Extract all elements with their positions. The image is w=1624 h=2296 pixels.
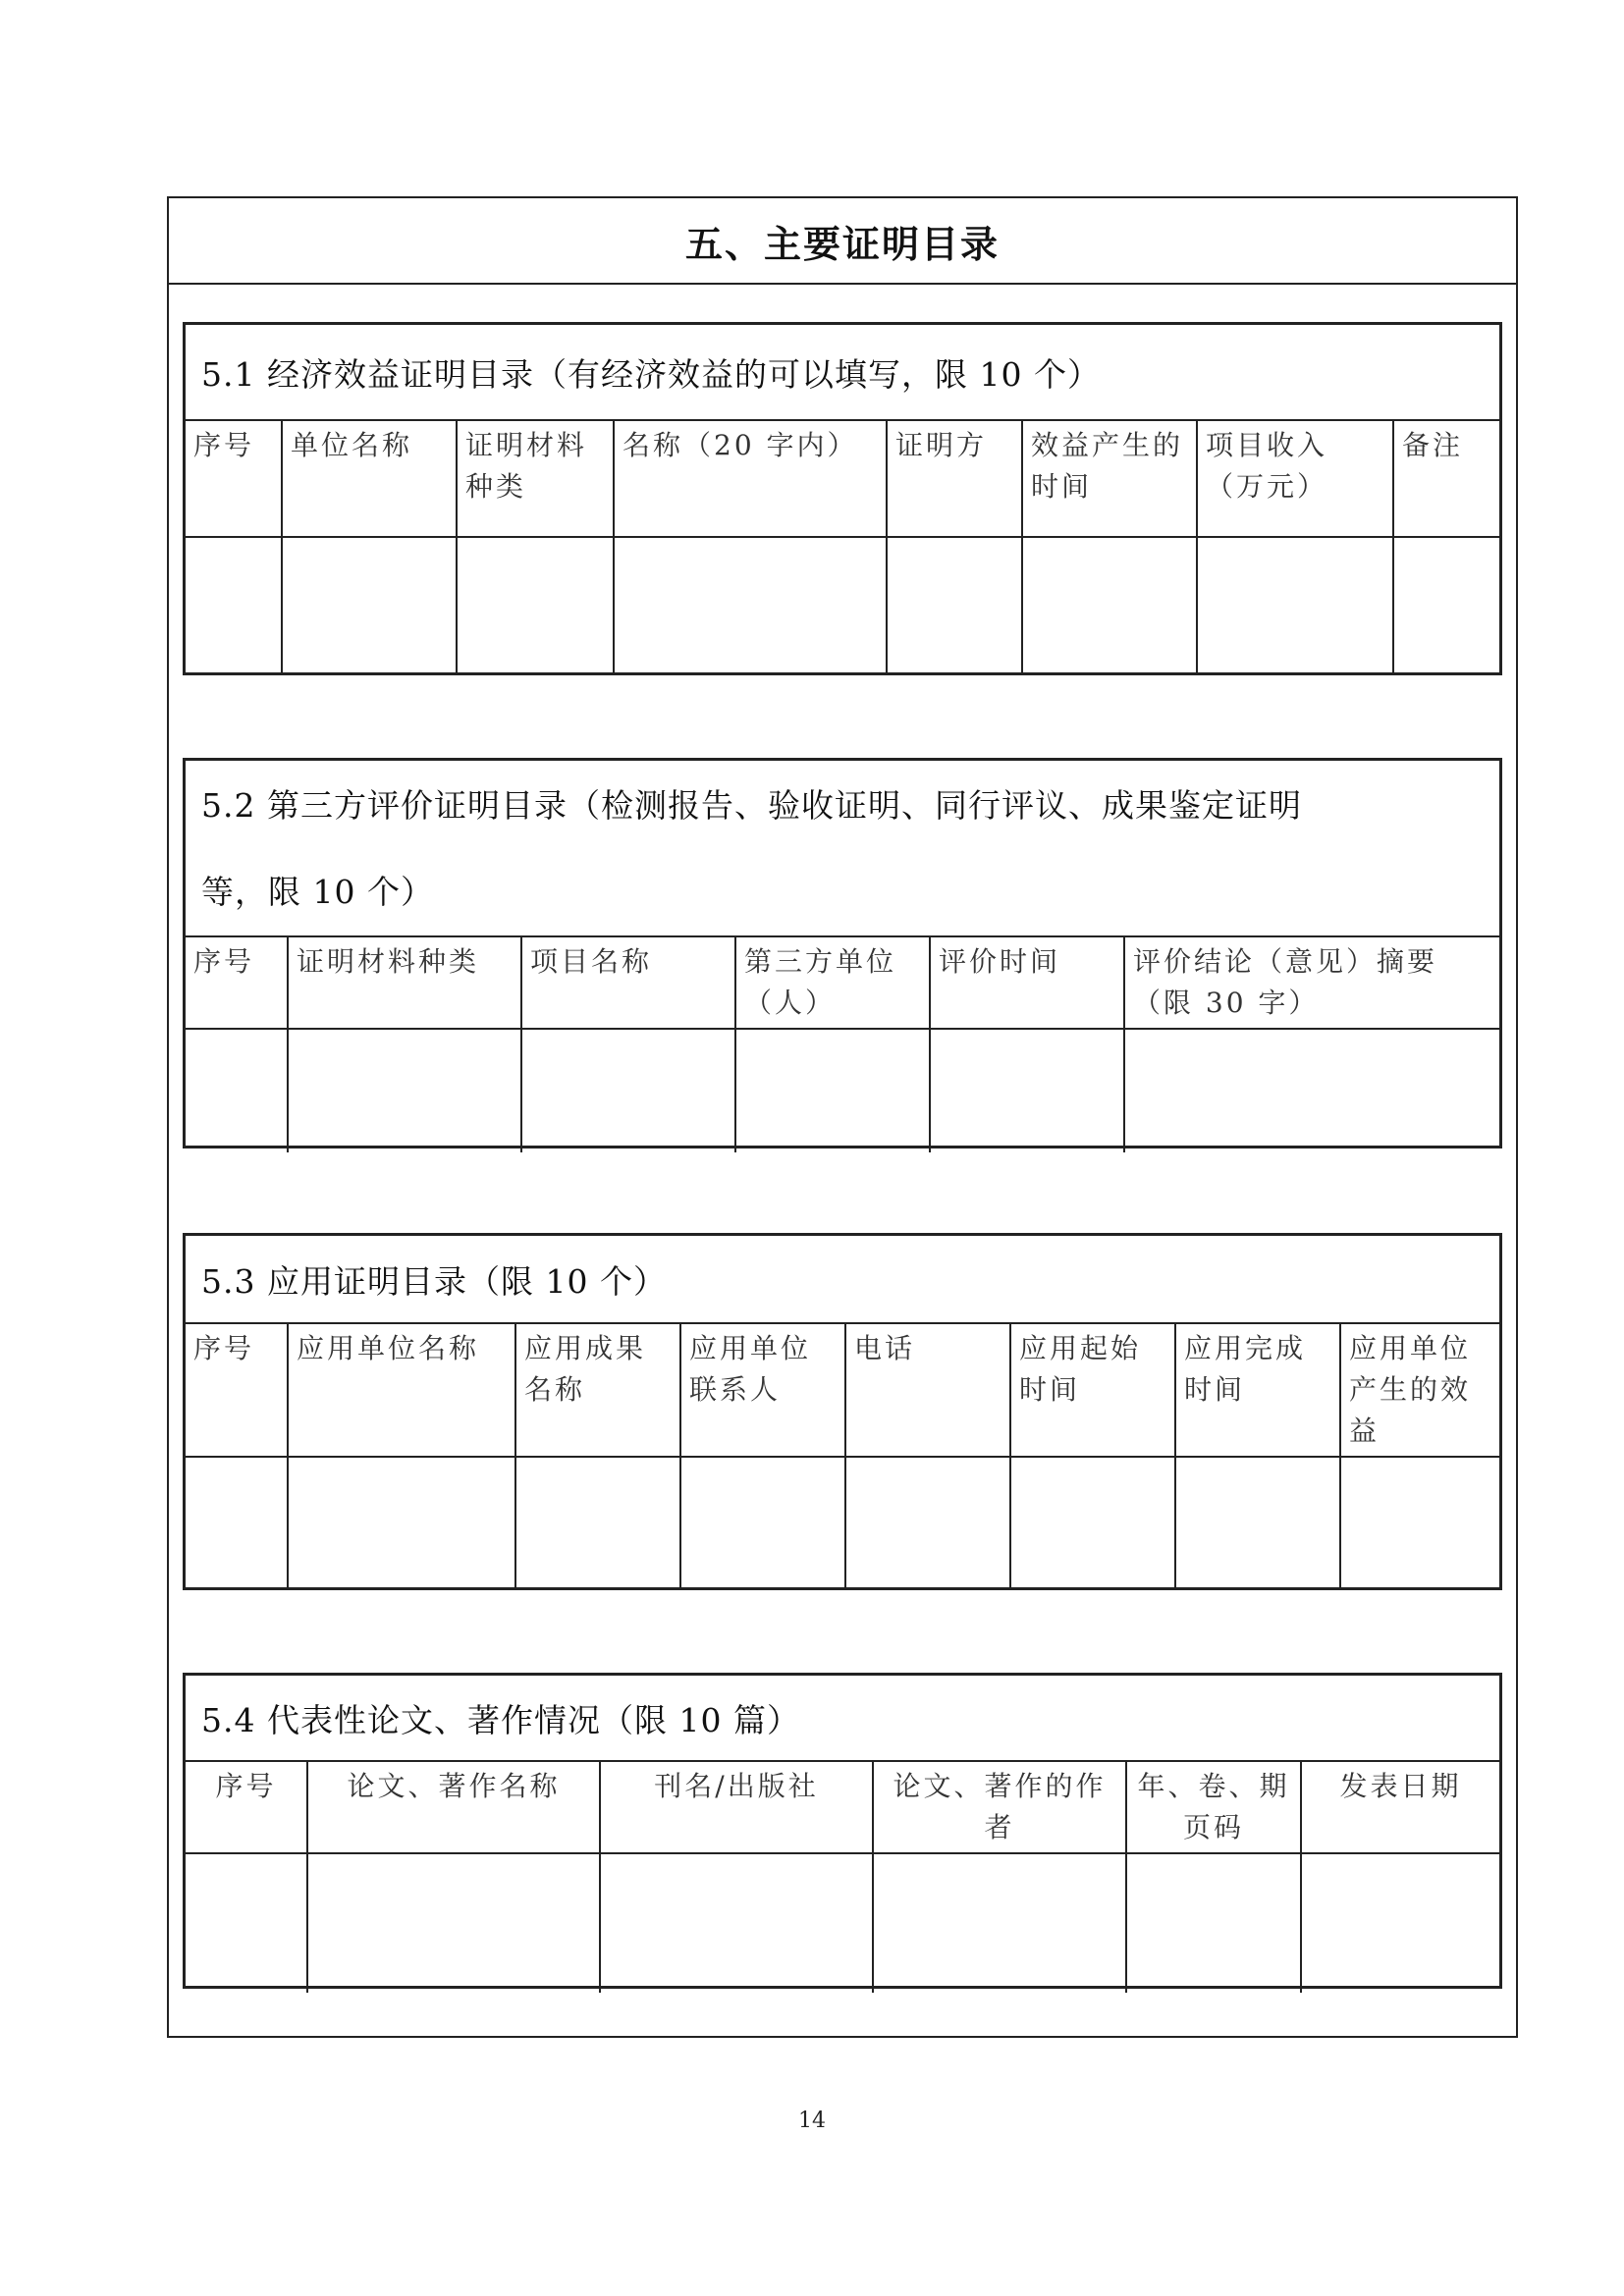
header-cell: 应用起始时间 [1010,1324,1175,1457]
table-row [186,1029,1499,1152]
input-cell[interactable] [1175,1457,1340,1590]
section-title [186,761,1499,937]
table-row [186,1457,1499,1590]
input-cell[interactable] [1010,1457,1175,1590]
header-cell: 序号 [186,421,282,537]
section-application-proof [183,1233,1502,1590]
section-title-line: 等，限 10 个） [201,873,434,911]
table-header-row [186,421,1499,537]
input-cell[interactable] [1124,1029,1499,1152]
section-title: 5.3 应用证明目录（限 10 个） [186,1236,1499,1324]
section-title: 5.4 代表性论文、著作情况（限 10 篇） [186,1676,1499,1762]
input-cell[interactable] [1022,537,1197,672]
input-cell[interactable] [735,1029,930,1152]
table-header-row [186,937,1499,1029]
header-cell: 证明方 [887,421,1022,537]
header-cell: 发表日期 [1301,1762,1499,1853]
header-cell: 备注 [1393,421,1499,537]
input-cell[interactable] [1393,537,1499,672]
input-cell[interactable] [680,1457,845,1590]
section-third-party-evaluation [183,758,1502,1148]
header-cell: 论文、著作的作者 [873,1762,1126,1853]
input-cell[interactable] [288,1457,515,1590]
table-header-row [186,1762,1499,1853]
input-cell[interactable] [288,1029,521,1152]
header-cell: 证明材料种类 [457,421,614,537]
header-cell: 项目名称 [521,937,735,1029]
input-cell[interactable] [521,1029,735,1152]
input-cell[interactable] [845,1457,1010,1590]
header-cell: 论文、著作名称 [307,1762,600,1853]
table-row [186,1853,1499,1993]
page-number: 14 [798,2109,826,2133]
header-cell: 应用单位联系人 [680,1324,845,1457]
section-economic-benefit [183,322,1502,675]
economic-benefit-table [186,421,1499,672]
section-title: 5.1 经济效益证明目录（有经济效益的可以填写，限 10 个） [186,325,1499,421]
input-cell[interactable] [186,537,282,672]
input-cell[interactable] [1197,537,1393,672]
table-header-row [186,1324,1499,1457]
table-row [186,537,1499,672]
input-cell[interactable] [307,1853,600,1993]
input-cell[interactable] [873,1853,1126,1993]
header-cell: 单位名称 [282,421,457,537]
header-cell: 应用单位产生的效益 [1340,1324,1499,1457]
header-cell: 评价结论（意见）摘要（限 30 字） [1124,937,1499,1029]
third-party-evaluation-table [186,937,1499,1152]
header-cell: 序号 [186,937,288,1029]
header-cell: 项目收入（万元） [1197,421,1393,537]
section-title-line: 5.2 第三方评价证明目录（检测报告、验收证明、同行评议、成果鉴定证明 [201,786,1302,825]
input-cell[interactable] [887,537,1022,672]
header-cell: 证明材料种类 [288,937,521,1029]
header-cell: 效益产生的时间 [1022,421,1197,537]
application-proof-table [186,1324,1499,1590]
input-cell[interactable] [1340,1457,1499,1590]
header-cell: 序号 [186,1762,307,1853]
header-cell: 名称（20 字内） [614,421,887,537]
header-cell: 年、卷、期页码 [1126,1762,1301,1853]
header-cell: 应用单位名称 [288,1324,515,1457]
input-cell[interactable] [1126,1853,1301,1993]
input-cell[interactable] [282,537,457,672]
header-cell: 刊名/出版社 [600,1762,873,1853]
page-title: 五、主要证明目录 [169,198,1516,285]
input-cell[interactable] [457,537,614,672]
header-cell: 应用完成时间 [1175,1324,1340,1457]
input-cell[interactable] [186,1029,288,1152]
input-cell[interactable] [186,1853,307,1993]
header-cell: 应用成果名称 [515,1324,680,1457]
header-cell: 评价时间 [930,937,1124,1029]
header-cell: 电话 [845,1324,1010,1457]
input-cell[interactable] [186,1457,288,1590]
input-cell[interactable] [515,1457,680,1590]
input-cell[interactable] [930,1029,1124,1152]
input-cell[interactable] [1301,1853,1499,1993]
input-cell[interactable] [600,1853,873,1993]
header-cell: 第三方单位（人） [735,937,930,1029]
representative-papers-table [186,1762,1499,1993]
section-representative-papers [183,1673,1502,1989]
header-cell: 序号 [186,1324,288,1457]
input-cell[interactable] [614,537,887,672]
